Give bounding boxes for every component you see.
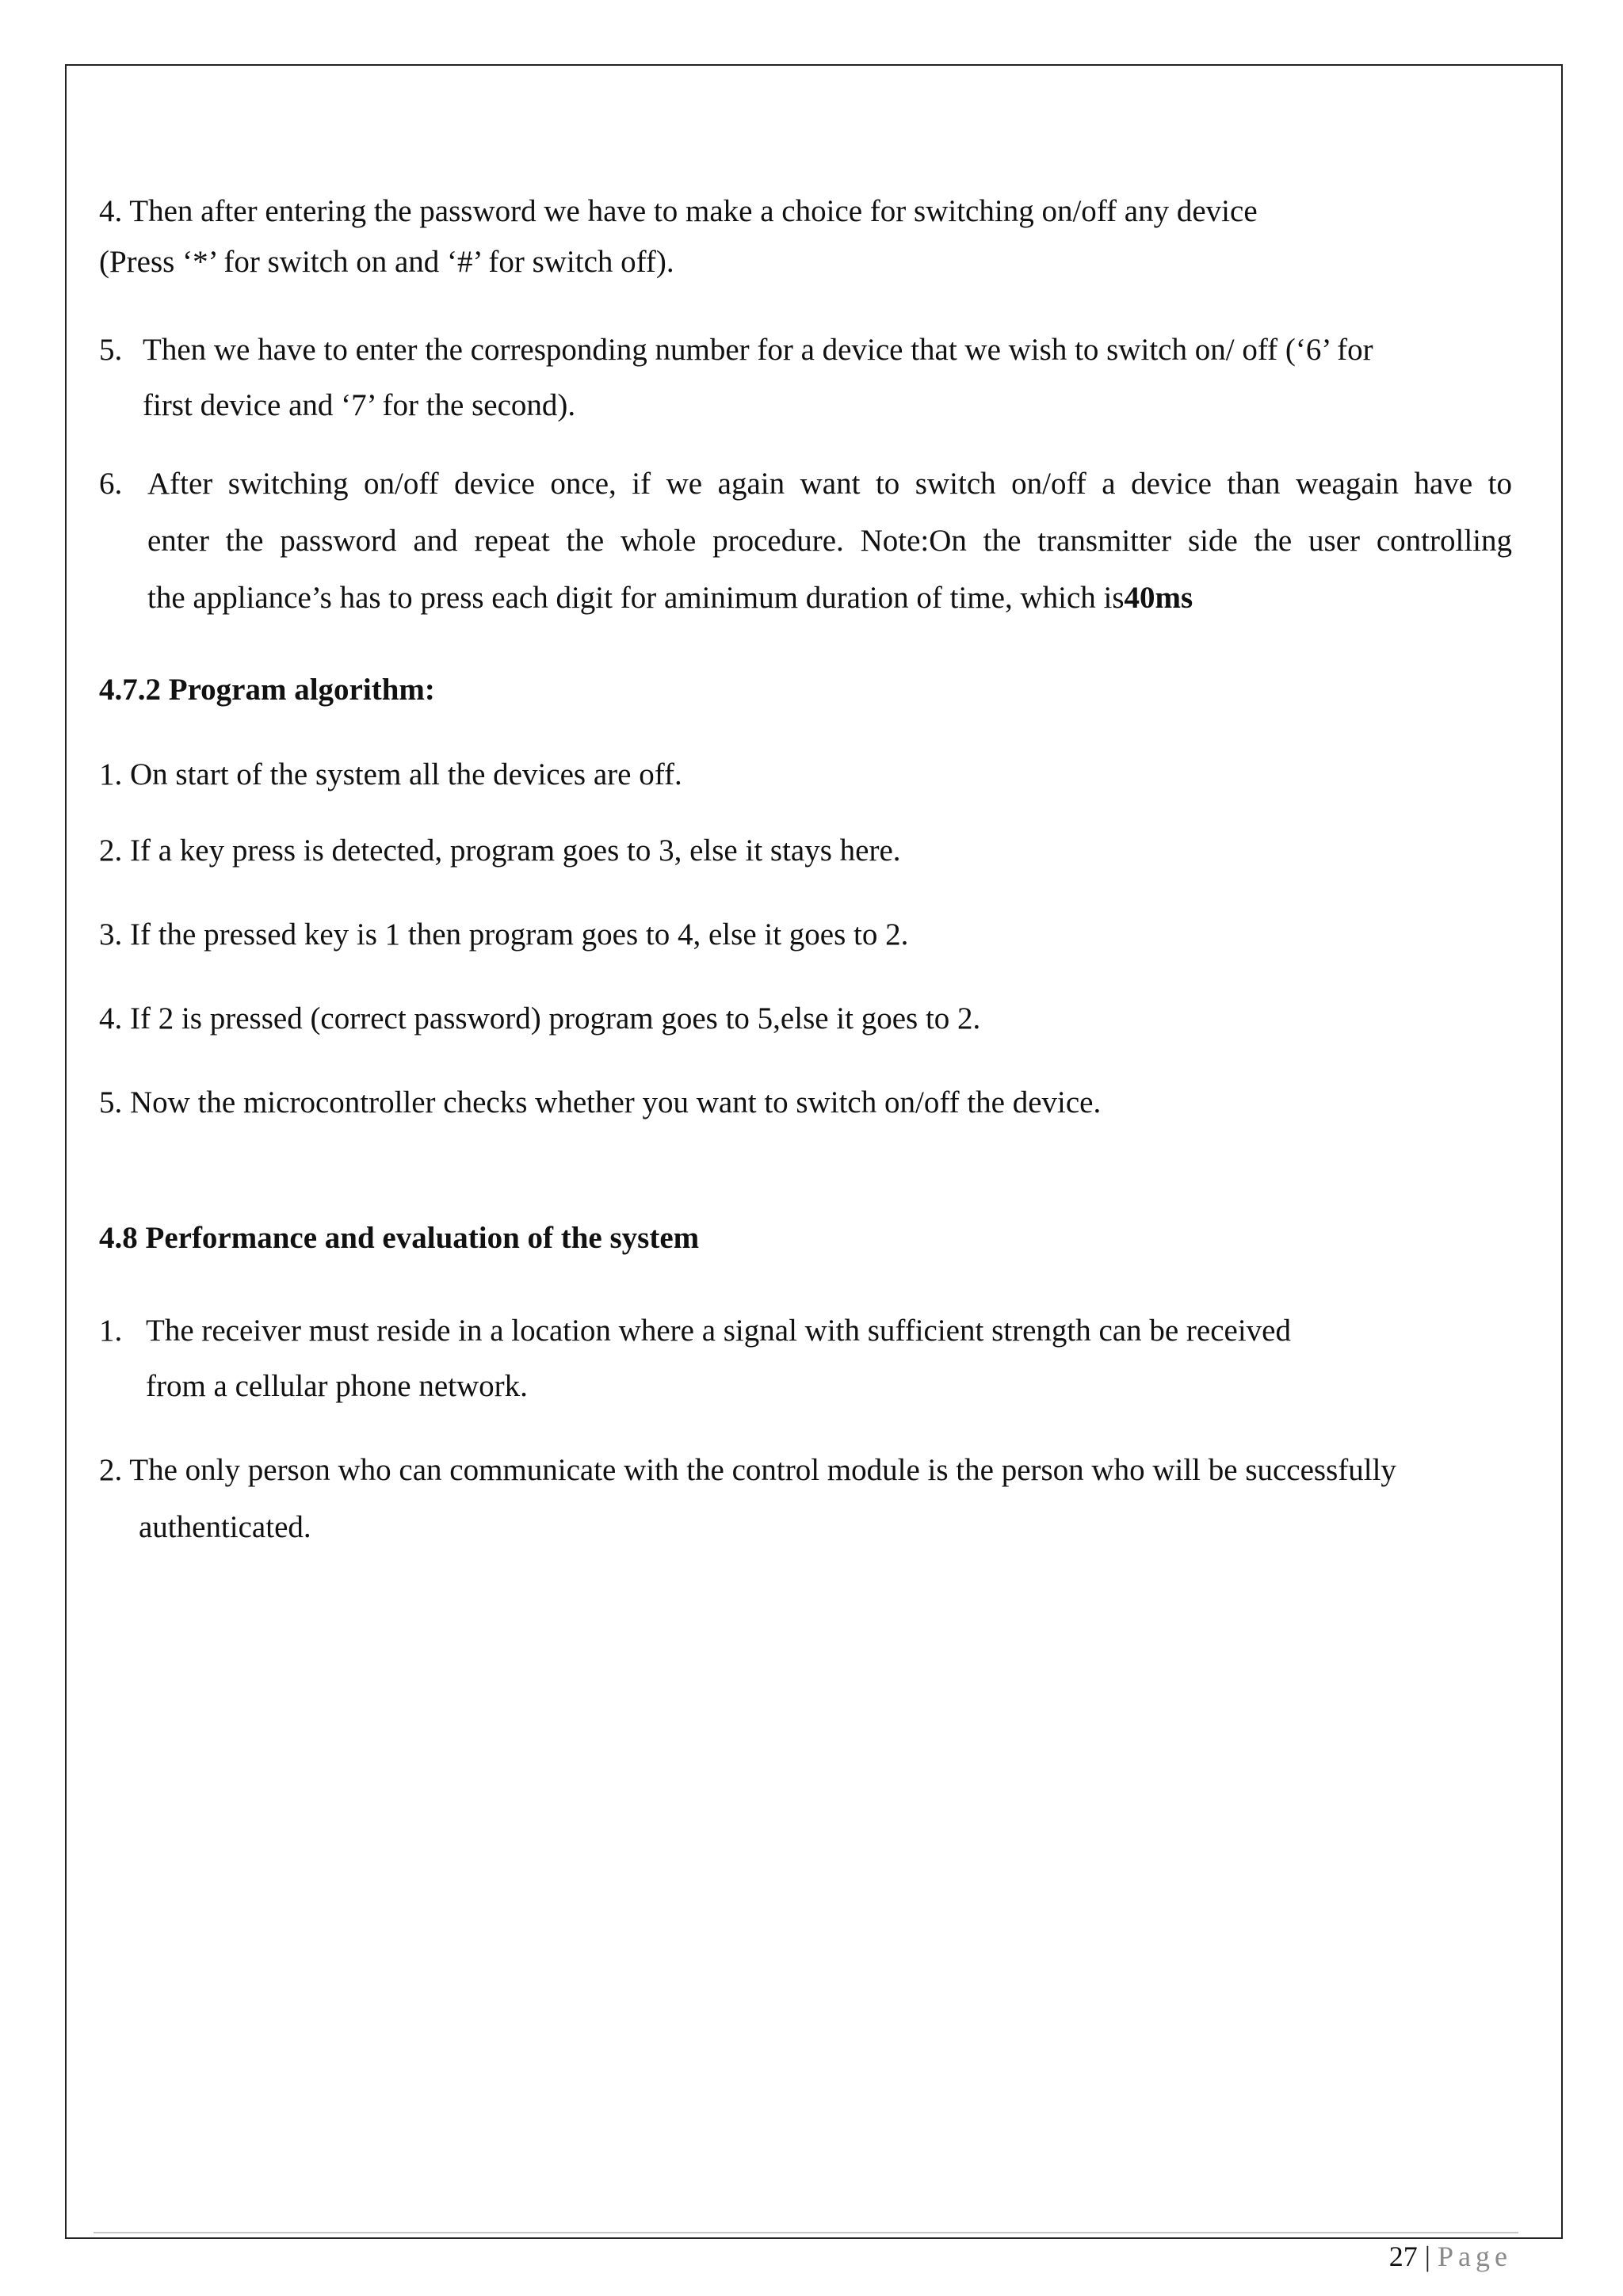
step-6-line-3-text: the appliance’s has to press each digit for aminimum duration of time, which is [147,581,1125,615]
algorithm-item-3: 3. If the pressed key is 1 then program goes to 4, else it goes to 2. [99,917,909,952]
step-4-line-2: (Press ‘*’ for switch on and ‘#’ for switch off). [99,245,674,279]
step-6-number: 6. [99,467,123,501]
algorithm-item-4: 4. If 2 is pressed (correct password) program goes to 5,else it goes to 2. [99,1001,981,1035]
algorithm-item-5: 5. Now the microcontroller checks whether you want to switch on/off the device. [99,1085,1102,1119]
performance-item-2-line-1: 2. The only person who can communicate with the control module is the person who will be successfully [99,1453,1396,1487]
duration-value: 40ms [1124,581,1193,615]
performance-item-1-line-1: The receiver must reside in a location where a signal with sufficient strength can be received [146,1314,1291,1348]
section-heading-performance: 4.8 Performance and evaluation of the system [99,1221,700,1255]
algorithm-item-2: 2. If a key press is detected, program goes to 3, else it stays here. [99,833,901,868]
page-label: Page [1438,2241,1512,2272]
page-footer [1347,2239,1512,2274]
section-heading-program-algorithm: 4.7.2 Program algorithm: [99,673,435,707]
footer-divider [94,2232,1518,2233]
step-4-line-1: 4. Then after entering the password we have to make a choice for switching on/off any device [99,194,1258,228]
algorithm-item-1: 1. On start of the system all the devices are off. [99,757,682,791]
performance-item-1-line-2: from a cellular phone network. [146,1369,528,1403]
step-6-line-2: enter the password and repeat the whole procedure. Note:On the transmitter side the user controlling [147,524,1512,558]
step-5-line-2: first device and ‘7’ for the second). [143,388,576,422]
performance-item-2-line-2: authenticated. [139,1510,311,1544]
step-5-number: 5. [99,333,123,367]
performance-item-1-number: 1. [99,1314,123,1348]
step-5-line-1: Then we have to enter the corresponding number for a device that we wish to switch on/ off (‘6’ for [143,333,1373,367]
page-number: 27 [1388,2241,1418,2272]
page-separator: | [1424,2241,1431,2272]
step-6-line-1: After switching on/off device once, if we again want to switch on/off a device than weagain have to [147,467,1512,501]
step-6-line-3 [147,579,1193,617]
